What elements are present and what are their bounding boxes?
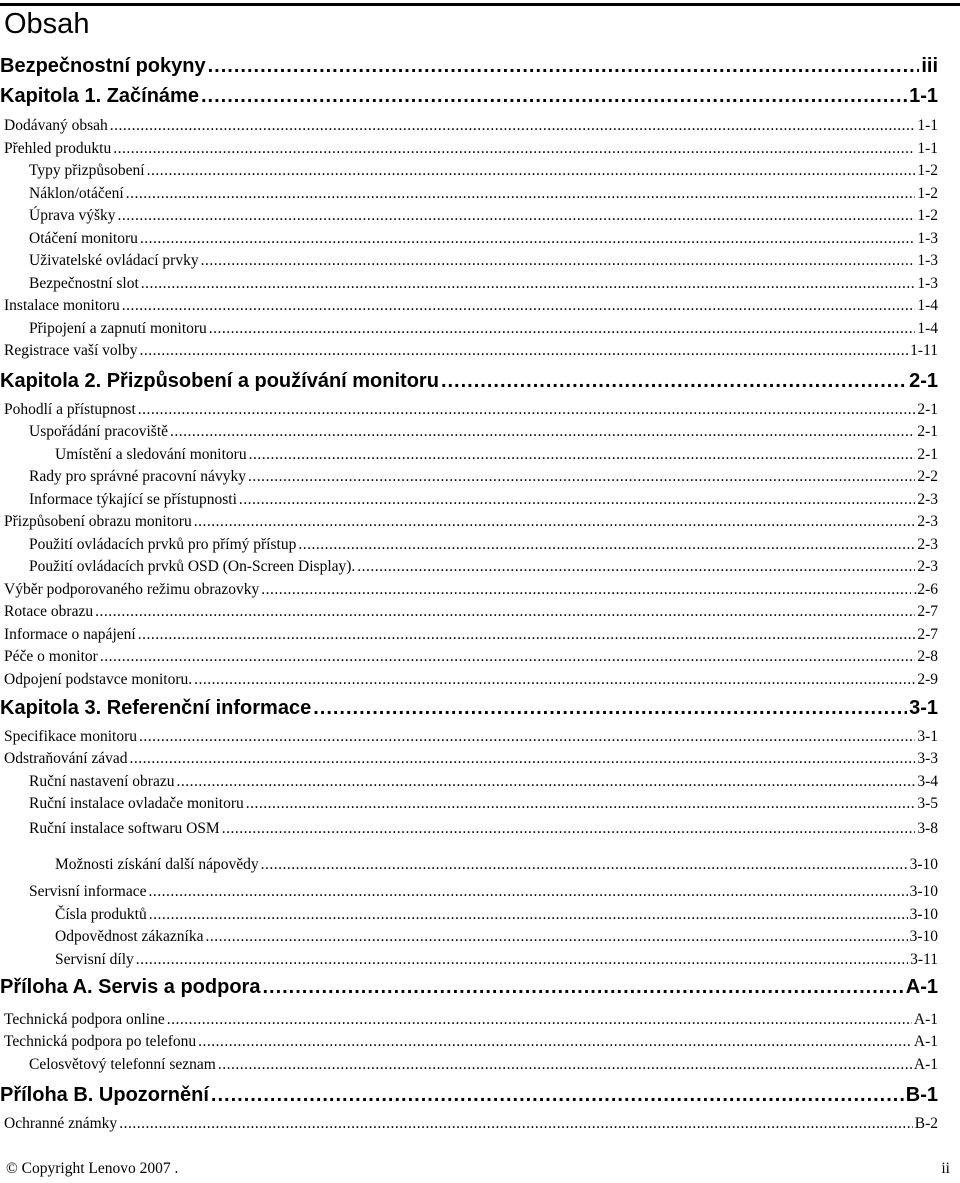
footer <box>6 1160 950 1180</box>
page-title: Obsah <box>4 8 90 40</box>
toc-entry-page: A-1 <box>913 1011 938 1028</box>
toc-entry-page: B-1 <box>905 1084 938 1106</box>
toc-entry-page: 1-1 <box>909 85 938 107</box>
toc-leader-dots <box>209 319 916 339</box>
toc-entry-page: 2-3 <box>917 536 938 553</box>
toc-entry[interactable] <box>0 670 938 690</box>
toc-entry-page: 3-1 <box>909 697 938 719</box>
toc-chapter-entry[interactable] <box>0 369 938 393</box>
toc-entry[interactable] <box>0 512 938 532</box>
toc-entry-title: Odstraňování závad <box>4 750 128 767</box>
toc-entry[interactable] <box>0 535 938 555</box>
toc-leader-dots <box>136 950 908 970</box>
toc-entry-title: Registrace vaší volby <box>4 342 138 359</box>
toc-entry-title: Informace o napájení <box>4 626 136 643</box>
toc-entry-title: Kapitola 2. Přizpůsobení a používání monitoru <box>0 370 439 392</box>
toc-leader-dots <box>194 512 916 532</box>
toc-entry-page: 1-3 <box>917 275 938 292</box>
toc-entry-title: Použití ovládacích prvků pro přímý přístup <box>29 536 297 553</box>
toc-entry[interactable] <box>0 772 938 792</box>
toc-entry-title: Přehled produktu <box>4 140 112 157</box>
toc-entry-page: 1-3 <box>917 252 938 269</box>
toc-leader-dots <box>167 1010 912 1030</box>
toc-entry-page: 3-10 <box>909 883 938 900</box>
toc-entry-title: Příloha A. Servis a podpora <box>0 976 261 998</box>
toc-entry[interactable] <box>0 1114 938 1134</box>
toc-leader-dots <box>208 54 920 78</box>
toc-leader-dots <box>130 749 916 769</box>
toc-entry[interactable] <box>0 184 938 204</box>
toc-leader-dots <box>239 490 915 510</box>
toc-leader-dots <box>139 341 908 361</box>
toc-chapter-entry[interactable] <box>0 1083 938 1107</box>
toc-entry-page: 1-1 <box>917 140 938 157</box>
toc-leader-dots <box>261 580 911 600</box>
toc-entry[interactable] <box>0 749 938 769</box>
toc-entry-page: 2-7 <box>917 626 938 643</box>
toc-entry-page: .2-6 <box>913 581 938 598</box>
toc-entry[interactable] <box>0 139 938 159</box>
toc-leader-dots <box>211 1083 904 1107</box>
toc-entry-page: A-1 <box>913 1033 938 1050</box>
toc-leader-dots <box>198 1032 912 1052</box>
toc-entry-title: Servisní díly <box>55 951 134 968</box>
toc-entry-title: Ruční nastavení obrazu <box>29 773 175 790</box>
toc-entry-page: 2-3 <box>917 513 938 530</box>
toc-entry[interactable] <box>0 490 938 510</box>
toc-entry-page: 2-1 <box>909 370 938 392</box>
toc-entry-page: iii <box>921 55 938 77</box>
toc-entry-page: 1-4 <box>917 297 938 314</box>
toc-entry[interactable] <box>0 296 938 316</box>
toc-entry-title: Dodávaný obsah <box>4 117 108 134</box>
toc-leader-dots <box>194 670 915 690</box>
toc-entry[interactable] <box>0 206 938 226</box>
toc-entry[interactable] <box>0 229 938 249</box>
toc-entry-title: Péče o monitor <box>4 648 98 665</box>
toc-entry-title: Možnosti získání další nápovědy <box>55 856 259 873</box>
toc-entry[interactable] <box>0 819 938 839</box>
toc-chapter-entry[interactable] <box>0 975 938 999</box>
toc-entry-page: 2-2 <box>917 468 938 485</box>
toc-entry-title: Připojení a zapnutí monitoru <box>29 320 207 337</box>
toc-leader-dots <box>262 975 903 999</box>
toc-entry-page: 3-10 <box>909 906 938 923</box>
toc-entry-page: 3-5 <box>917 795 938 812</box>
toc-entry-title: Přizpůsobení obrazu monitoru <box>4 513 192 530</box>
toc-leader-dots <box>119 1114 913 1134</box>
toc-leader-dots <box>110 116 916 136</box>
toc-entry[interactable] <box>0 445 938 465</box>
toc-entry-title: Technická podpora po telefonu <box>4 1033 197 1050</box>
toc-entry-title: Kapitola 1. Začínáme <box>0 85 199 107</box>
toc-entry-title: Uspořádání pracoviště <box>29 423 169 440</box>
toc-leader-dots <box>222 819 916 839</box>
toc-entry-title: Náklon/otáčení <box>29 185 124 202</box>
toc-chapter-entry[interactable] <box>0 696 938 720</box>
toc-entry[interactable] <box>0 855 938 875</box>
toc-entry[interactable] <box>0 274 938 294</box>
toc-leader-dots <box>218 1055 912 1075</box>
toc-entry-page: 2-1 <box>917 423 938 440</box>
toc-entry-title: Celosvětový telefonní seznam <box>29 1056 216 1073</box>
toc-entry-page: 2-9 <box>917 671 938 688</box>
toc-leader-dots <box>113 139 915 159</box>
toc-entry[interactable] <box>0 161 938 181</box>
toc-entry-page: 1-2 <box>917 162 938 179</box>
toc-entry-title: Čísla produktů <box>55 906 147 923</box>
toc-leader-dots <box>139 727 915 747</box>
toc-leader-dots <box>261 855 908 875</box>
toc-entry[interactable] <box>0 727 938 747</box>
toc-leader-dots <box>149 905 908 925</box>
toc-entry-title: Instalace monitoru <box>4 297 120 314</box>
toc-entry-page: 2-3 <box>917 491 938 508</box>
toc-leader-dots <box>313 696 907 720</box>
toc-leader-dots <box>95 602 915 622</box>
toc-entry-title: Příloha B. Upozornění <box>0 1084 209 1106</box>
toc-entry[interactable] <box>0 341 938 361</box>
toc-entry[interactable] <box>0 251 938 271</box>
toc-chapter-entry[interactable] <box>0 84 938 108</box>
toc-entry-title: Informace týkající se přístupnosti <box>29 491 237 508</box>
toc-entry[interactable] <box>0 1055 938 1075</box>
toc-entry-page: 2-7 <box>917 603 938 620</box>
toc-leader-dots <box>357 557 915 577</box>
toc-entry-page: 2-1 <box>917 401 938 418</box>
toc-leader-dots <box>149 882 908 902</box>
toc-leader-dots <box>118 206 916 226</box>
toc-leader-dots <box>298 535 915 555</box>
toc-entry[interactable] <box>0 400 938 420</box>
toc-entry-title: Bezpečnostní pokyny <box>0 55 206 77</box>
toc-entry-title: Uživatelské ovládací prvky <box>29 252 199 269</box>
toc-entry-page: B-2 <box>914 1115 938 1132</box>
toc-leader-dots <box>100 647 915 667</box>
toc-entry-page: 3-3 <box>917 750 938 767</box>
toc-leader-dots <box>141 274 916 294</box>
toc-leader-dots <box>126 184 916 204</box>
toc-leader-dots <box>246 794 916 814</box>
toc-entry[interactable] <box>0 1010 938 1030</box>
toc-entry-title: Úprava výšky <box>29 207 116 224</box>
toc-entry-title: Otáčení monitoru <box>29 230 138 247</box>
page-number: ii <box>941 1160 950 1177</box>
toc-leader-dots <box>140 229 915 249</box>
toc-leader-dots <box>206 927 908 947</box>
toc-entry[interactable] <box>0 647 938 667</box>
toc-entry-title: Ruční instalace softwaru OSM <box>29 820 220 837</box>
toc-entry-page: 1-2 <box>917 207 938 224</box>
toc-entry-page: 1-4 <box>917 320 938 337</box>
toc-entry-title: Typy přizpůsobení <box>29 162 145 179</box>
toc-entry-title: Odpojení podstavce monitoru. <box>4 671 193 688</box>
toc-entry-title: Rady pro správné pracovní návyky <box>29 468 246 485</box>
toc-entry-title: Odpovědnost zákazníka <box>55 928 204 945</box>
toc-entry-page: 2-1 <box>917 446 938 463</box>
toc-entry-page: 2-8 <box>917 648 938 665</box>
toc-chapter-entry[interactable] <box>0 54 938 78</box>
toc-entry[interactable] <box>0 950 938 970</box>
toc-entry-title: Technická podpora online <box>4 1011 165 1028</box>
toc-entry-title: Pohodlí a přístupnost <box>4 401 136 418</box>
toc-entry[interactable] <box>0 557 938 577</box>
toc-leader-dots <box>249 445 916 465</box>
toc-entry-title: Kapitola 3. Referenční informace <box>0 697 312 719</box>
toc-entry-page: 1-3 <box>917 230 938 247</box>
toc-entry-title: Bezpečnostní slot <box>29 275 139 292</box>
toc-entry-page: 3-10 <box>909 856 938 873</box>
toc-entry[interactable] <box>0 467 938 487</box>
toc-entry-title: Ruční instalace ovladače monitoru <box>29 795 244 812</box>
toc-leader-dots <box>138 625 916 645</box>
top-rule <box>0 3 960 6</box>
toc-entry[interactable] <box>0 319 938 339</box>
toc-entry-page: 3-8 <box>917 820 938 837</box>
toc-entry-page: 1-2 <box>917 185 938 202</box>
toc-entry-page: 3-10 <box>909 928 938 945</box>
toc-leader-dots <box>201 251 916 271</box>
toc-entry-page: 2-3 <box>917 558 938 575</box>
toc-entry[interactable] <box>0 625 938 645</box>
toc-entry-page: 1-11 <box>910 342 938 359</box>
toc-leader-dots <box>441 369 907 393</box>
copyright-notice: © Copyright Lenovo 2007 . <box>6 1160 179 1177</box>
toc-leader-dots <box>170 422 915 442</box>
toc-entry[interactable] <box>0 882 938 902</box>
toc-entry[interactable] <box>0 927 938 947</box>
toc-leader-dots <box>248 467 915 487</box>
toc-entry-title: Specifikace monitoru <box>4 728 137 745</box>
toc-entry[interactable] <box>0 602 938 622</box>
toc-entry-page: A-1 <box>913 1056 938 1073</box>
toc-entry-page: 1-1 <box>917 117 938 134</box>
toc-leader-dots <box>147 161 916 181</box>
toc-leader-dots <box>201 84 907 108</box>
toc-entry-title: Rotace obrazu <box>4 603 94 620</box>
toc-entry-title: Výběr podporovaného režimu obrazovky <box>4 581 260 598</box>
toc-entry[interactable] <box>0 580 938 600</box>
toc-entry-page: 3-11 <box>910 951 938 968</box>
toc-entry-title: Ochranné známky <box>4 1115 118 1132</box>
toc-leader-dots <box>122 296 916 316</box>
toc-entry-title: Použití ovládacích prvků OSD (On-Screen Display). <box>29 558 356 575</box>
toc-entry-title: Servisní informace <box>29 883 147 900</box>
toc-entry[interactable] <box>0 1032 938 1052</box>
toc-entry-page: 3-4 <box>917 773 938 790</box>
toc-entry[interactable] <box>0 422 938 442</box>
toc-entry-page: A-1 <box>905 976 938 998</box>
toc-entry[interactable] <box>0 794 938 814</box>
toc-entry[interactable] <box>0 116 938 136</box>
toc-leader-dots <box>176 772 915 792</box>
toc-entry-title: Umístění a sledování monitoru <box>55 446 247 463</box>
toc-leader-dots <box>138 400 916 420</box>
toc-entry-page: 3-1 <box>917 728 938 745</box>
toc-entry[interactable] <box>0 905 938 925</box>
